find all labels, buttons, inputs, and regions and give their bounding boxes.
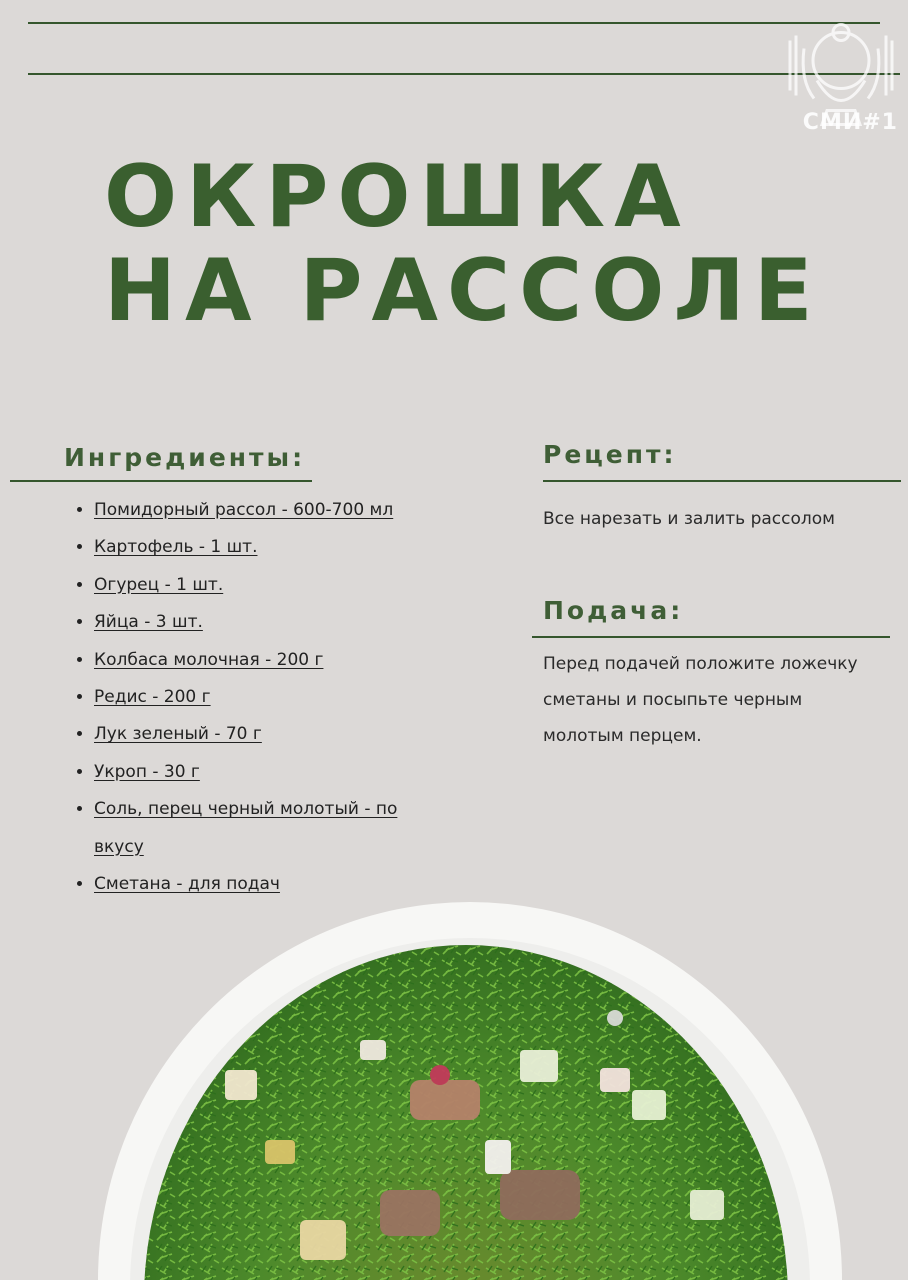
recipe-text: Все нарезать и залить рассолом	[543, 509, 835, 529]
recipe-heading: Рецепт:	[543, 440, 677, 469]
list-item	[94, 791, 414, 866]
ingredients-rule	[10, 480, 312, 482]
ingredient-link[interactable]: Картофель - 1 шт.	[94, 537, 258, 558]
recipe-rule	[543, 480, 901, 482]
list-item	[94, 716, 414, 753]
ingredient-link[interactable]: Редис - 200 г	[94, 687, 211, 708]
list-item	[94, 604, 414, 641]
ingredient-link[interactable]: Колбаса молочная - 200 г	[94, 649, 324, 670]
list-item	[94, 679, 414, 716]
ingredient-link[interactable]: Сметана - для подач	[94, 874, 280, 895]
ingredient-link[interactable]: Огурец - 1 шт.	[94, 574, 224, 595]
ingredients-heading: Ингредиенты:	[64, 443, 306, 472]
top-rule-2	[28, 73, 900, 75]
ingredient-link[interactable]: Яйца - 3 шт.	[94, 612, 203, 633]
ingredient-link[interactable]: Помидорный рассол - 600-700 мл	[94, 500, 394, 520]
okroshka-bowl-image	[0, 890, 908, 1280]
ingredient-link[interactable]: Укроп - 30 г	[94, 761, 200, 782]
page-title: ОКРОШКА НА РАССОЛЕ	[104, 147, 822, 341]
serving-text: Перед подачей положите ложечку сметаны и посыпьте черным молотым перцем.	[543, 654, 858, 746]
watermark-text: СМИ#1	[802, 110, 898, 135]
top-rule-1	[28, 22, 880, 24]
list-item	[94, 567, 414, 604]
ingredient-link[interactable]: Лук зеленый - 70 г	[94, 724, 262, 745]
list-item	[94, 492, 414, 529]
list-item	[94, 754, 414, 791]
serving-rule	[532, 636, 890, 638]
list-item	[94, 642, 414, 679]
list-item	[94, 529, 414, 566]
ingredient-link[interactable]: Соль, перец черный молотый - по вкусу	[94, 799, 398, 857]
serving-heading: Подача:	[543, 596, 684, 625]
ingredients-list	[60, 492, 414, 903]
